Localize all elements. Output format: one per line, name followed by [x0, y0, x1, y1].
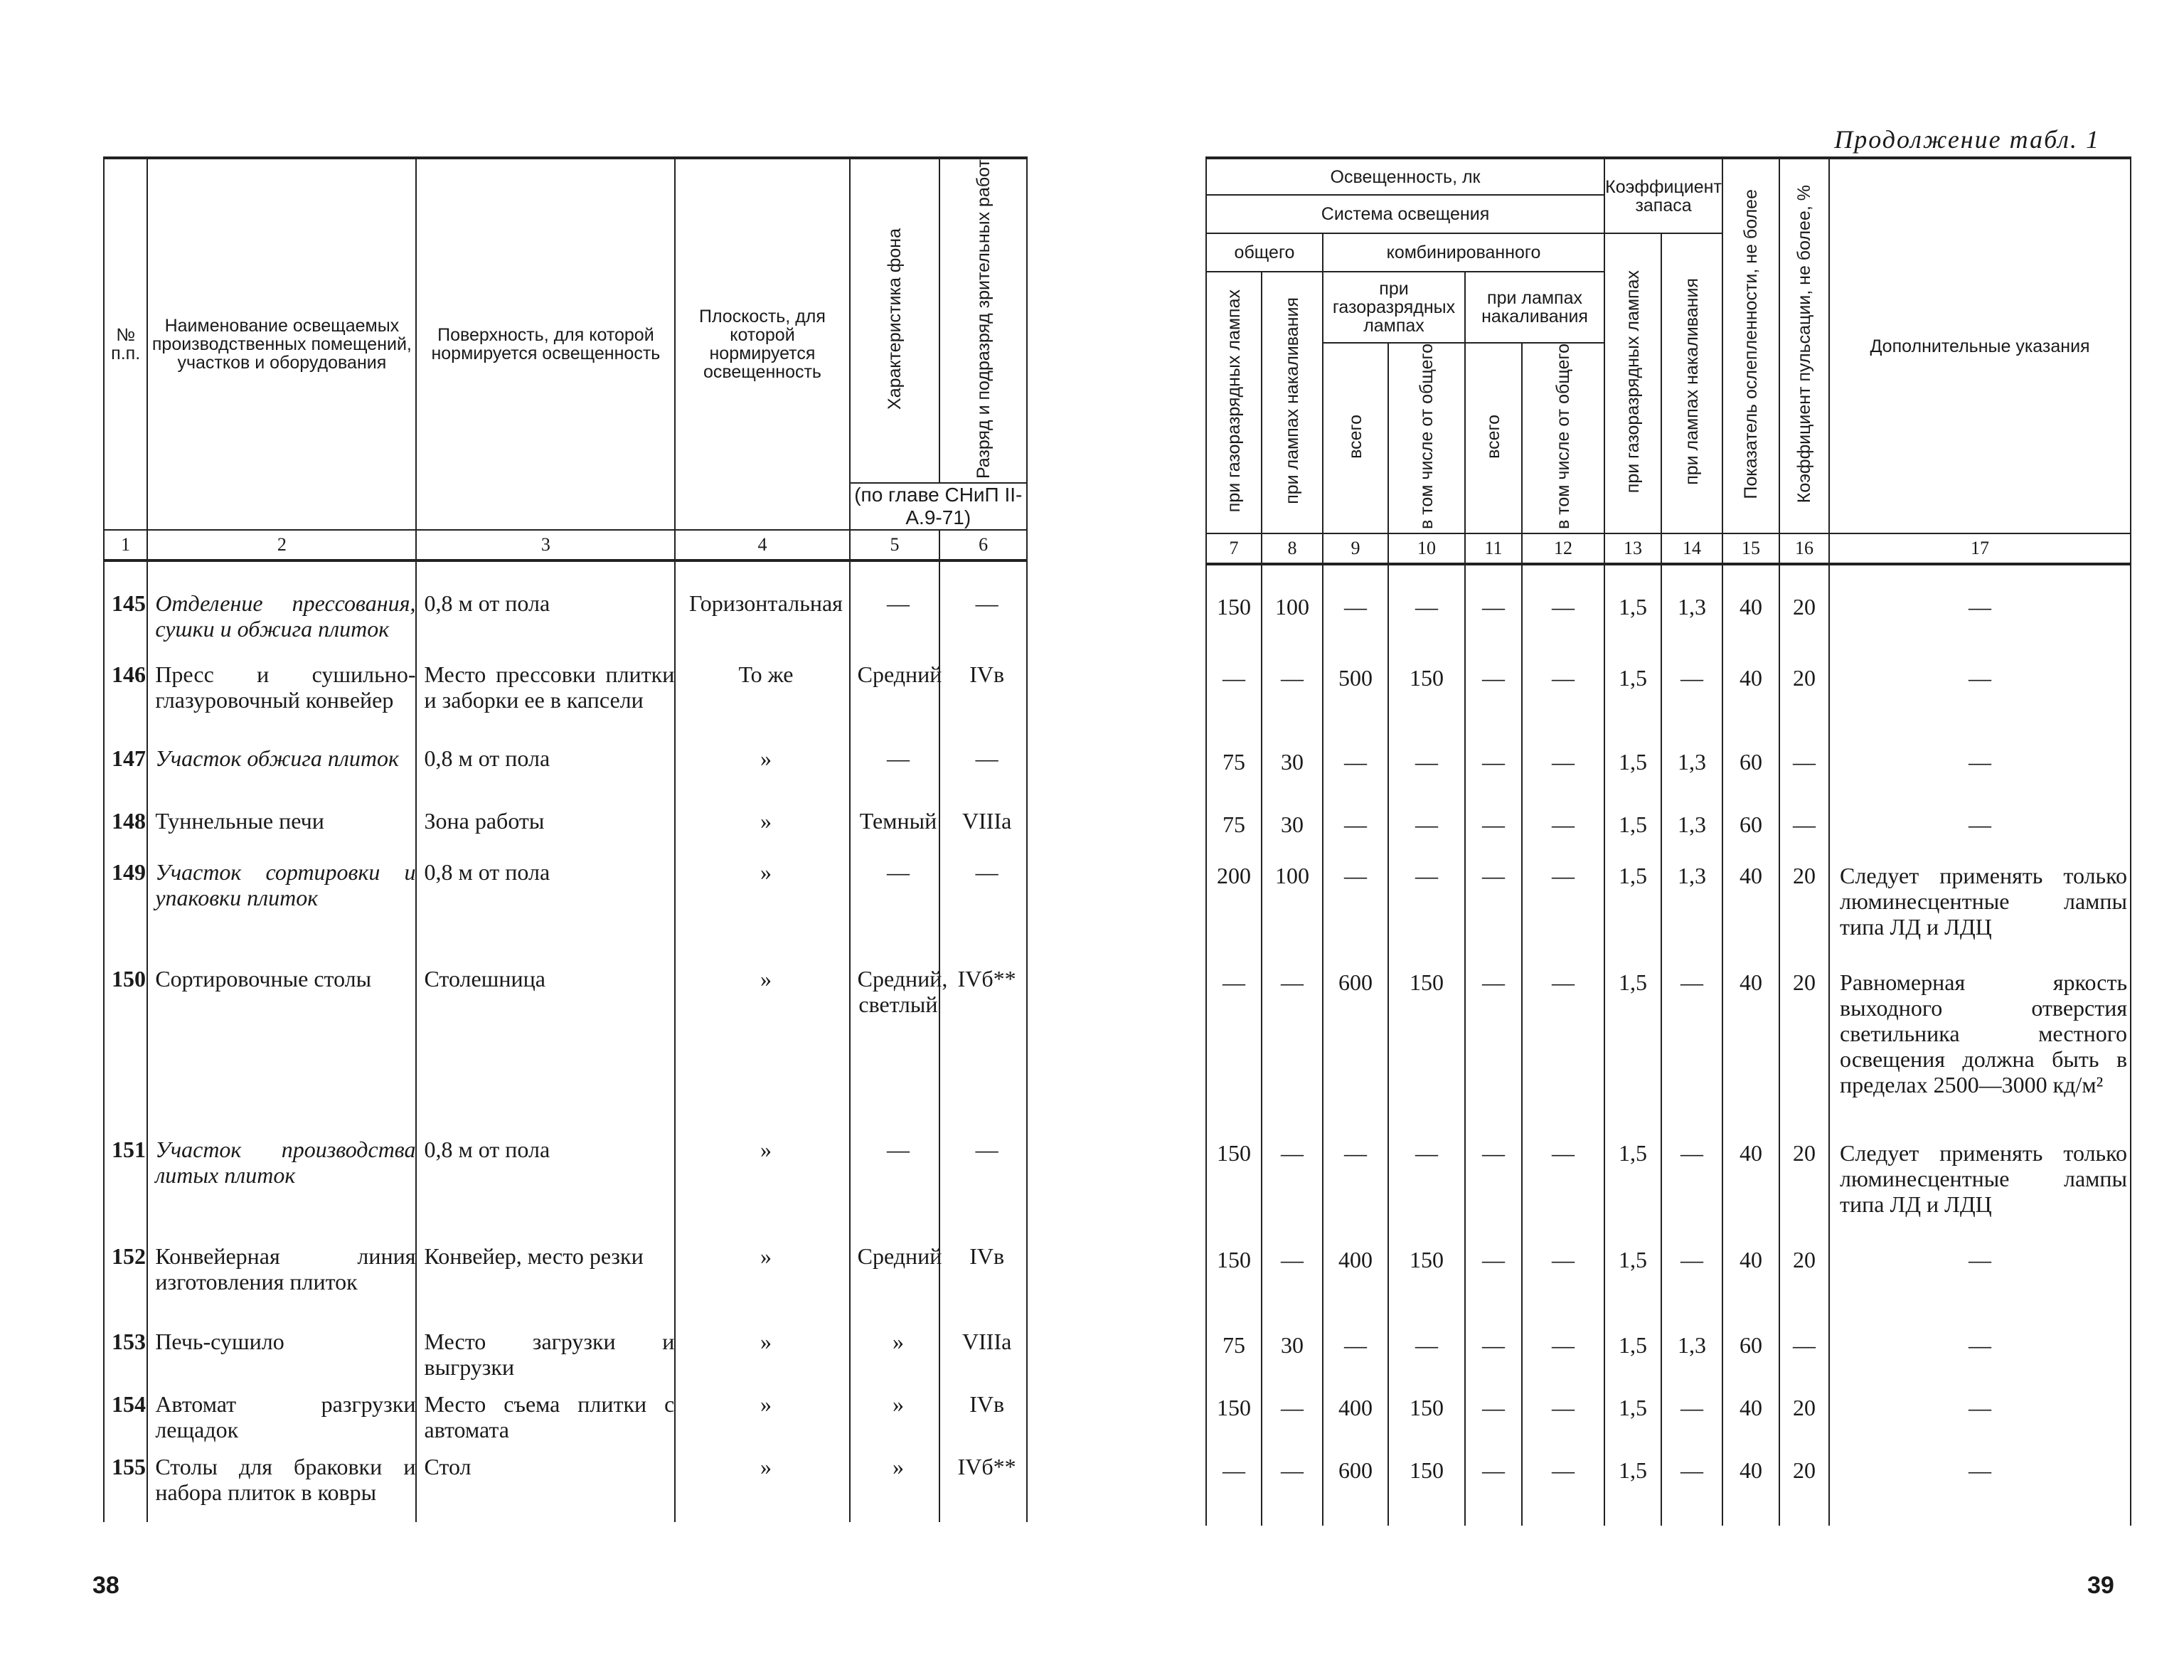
glare-index: 40: [1722, 959, 1779, 1130]
plane-cell: Горизонтальная: [675, 560, 849, 652]
discharge-total: 400: [1323, 1385, 1388, 1447]
table-row: [104, 1233, 1027, 1319]
general-discharge: 150: [1206, 1130, 1262, 1237]
plane-cell: »: [675, 1381, 849, 1444]
discharge-general: 150: [1388, 959, 1465, 1130]
background-cell: —: [850, 560, 940, 652]
category-cell: IVв: [939, 1381, 1027, 1444]
table-row: [104, 652, 1027, 735]
glare-index: 60: [1722, 1322, 1779, 1385]
col-number: 1: [104, 530, 147, 560]
header-incandescent-group: при лампах накаливания: [1465, 272, 1604, 343]
notes-cell: —: [1829, 1237, 2131, 1322]
discharge-general: —: [1388, 739, 1465, 802]
table-row: [1206, 853, 2131, 959]
category-cell: —: [939, 1127, 1027, 1233]
notes-cell: —: [1829, 564, 2131, 655]
reserve-incandescent: 1,3: [1661, 802, 1722, 853]
incandescent-general: —: [1522, 1385, 1604, 1447]
col-number: 11: [1465, 533, 1522, 564]
incandescent-general: —: [1522, 655, 1604, 739]
discharge-general: —: [1388, 1130, 1465, 1237]
general-discharge: —: [1206, 655, 1262, 739]
surface-cell: Стол: [416, 1444, 675, 1522]
table-row: [104, 956, 1027, 1127]
header-c12: в том числе от общего: [1553, 344, 1574, 529]
glare-index: 40: [1722, 1447, 1779, 1526]
surface-cell: Место съема плитки с автомата: [416, 1381, 675, 1444]
glare-index: 40: [1722, 1385, 1779, 1447]
table-row: [104, 1127, 1027, 1233]
plane-cell: »: [675, 1233, 849, 1319]
plane-cell: »: [675, 849, 849, 956]
header-plane: Плоскость, для которой нормируется освещенность: [675, 158, 849, 530]
general-incandescent: 100: [1262, 564, 1323, 655]
room-name: Столы для браковки и набора плиток в ковры: [147, 1444, 416, 1522]
background-cell: »: [850, 1444, 940, 1522]
col-number: 5: [850, 530, 940, 560]
general-incandescent: —: [1262, 1385, 1323, 1447]
general-discharge: 150: [1206, 564, 1262, 655]
column-number-row: [104, 530, 1027, 560]
table-row: [104, 560, 1027, 652]
discharge-total: —: [1323, 739, 1388, 802]
row-number: 154: [104, 1381, 147, 1444]
glare-index: 40: [1722, 564, 1779, 655]
incandescent-total: —: [1465, 959, 1522, 1130]
incandescent-total: —: [1465, 1322, 1522, 1385]
header-illuminance: Освещенность, лк: [1206, 158, 1604, 195]
incandescent-general: —: [1522, 739, 1604, 802]
reserve-incandescent: —: [1661, 1447, 1722, 1526]
incandescent-general: —: [1522, 959, 1604, 1130]
table-row: [1206, 1130, 2131, 1237]
surface-cell: Столешница: [416, 956, 675, 1127]
plane-cell: »: [675, 735, 849, 798]
discharge-general: 150: [1388, 1237, 1465, 1322]
room-name: Участок сортировки и упаковки плиток: [147, 849, 416, 956]
reserve-incandescent: 1,3: [1661, 1322, 1722, 1385]
table-row: [1206, 564, 2131, 655]
discharge-total: —: [1323, 802, 1388, 853]
discharge-general: —: [1388, 802, 1465, 853]
reserve-incandescent: 1,3: [1661, 564, 1722, 655]
header-reserve-factor: Коэффициент запаса: [1604, 158, 1722, 233]
background-cell: —: [850, 735, 940, 798]
header-combined: комбинированного: [1323, 233, 1604, 272]
norms-table-right: [1205, 156, 2131, 1526]
running-head: Продолжение табл. 1: [1834, 125, 2100, 154]
background-cell: Средний: [850, 1233, 940, 1319]
discharge-general: —: [1388, 853, 1465, 959]
discharge-total: 600: [1323, 1447, 1388, 1526]
general-incandescent: 100: [1262, 853, 1323, 959]
table-row: [104, 735, 1027, 798]
row-number: 147: [104, 735, 147, 798]
table-row: [104, 798, 1027, 849]
notes-cell: —: [1829, 802, 2131, 853]
discharge-total: 600: [1323, 959, 1388, 1130]
incandescent-total: —: [1465, 1385, 1522, 1447]
discharge-total: —: [1323, 1130, 1388, 1237]
general-incandescent: —: [1262, 1130, 1323, 1237]
header-c10: в том числе от общего: [1417, 344, 1437, 529]
header-lighting-system: Система освещения: [1206, 195, 1604, 233]
page-number-right: 39: [2087, 1572, 2114, 1599]
incandescent-general: —: [1522, 1130, 1604, 1237]
header-surface: Поверхность, для которой нормируется освещенность: [416, 158, 675, 530]
reserve-discharge: 1,5: [1604, 1237, 1661, 1322]
room-name: Конвейерная линия изготовления плиток: [147, 1233, 416, 1319]
discharge-total: —: [1323, 853, 1388, 959]
category-cell: IVв: [939, 1233, 1027, 1319]
background-cell: —: [850, 1127, 940, 1233]
col-number: 9: [1323, 533, 1388, 564]
category-cell: IVб**: [939, 1444, 1027, 1522]
header-discharge-group: при газоразрядных лампах: [1323, 272, 1465, 343]
pulsation: 20: [1779, 564, 1829, 655]
row-number: 153: [104, 1319, 147, 1381]
general-incandescent: —: [1262, 959, 1323, 1130]
reserve-incandescent: —: [1661, 1385, 1722, 1447]
row-number: 152: [104, 1233, 147, 1319]
room-name: Участок производства литых плиток: [147, 1127, 416, 1233]
room-name: Туннельные печи: [147, 798, 416, 849]
category-cell: VIIIа: [939, 1319, 1027, 1381]
general-discharge: 75: [1206, 739, 1262, 802]
header-row-number: № п.п.: [104, 158, 147, 530]
incandescent-total: —: [1465, 739, 1522, 802]
incandescent-total: —: [1465, 802, 1522, 853]
col-number: 3: [416, 530, 675, 560]
general-incandescent: 30: [1262, 802, 1323, 853]
reserve-incandescent: 1,3: [1661, 739, 1722, 802]
table-row: [104, 1381, 1027, 1444]
header-glare-index: Показатель ослепленности, не более: [1741, 189, 1762, 499]
surface-cell: 0,8 м от пола: [416, 560, 675, 652]
notes-cell: —: [1829, 1385, 2131, 1447]
plane-cell: »: [675, 798, 849, 849]
header-background: Характеристика фона: [884, 228, 905, 410]
surface-cell: 0,8 м от пола: [416, 849, 675, 956]
surface-cell: Конвейер, место резки: [416, 1233, 675, 1319]
incandescent-general: —: [1522, 1322, 1604, 1385]
row-number: 148: [104, 798, 147, 849]
category-cell: —: [939, 735, 1027, 798]
table-body-left: [104, 560, 1027, 1522]
reserve-discharge: 1,5: [1604, 853, 1661, 959]
room-name: Пресс и сушильно-глазуровочный конвейер: [147, 652, 416, 735]
plane-cell: То же: [675, 652, 849, 735]
category-cell: VIIIа: [939, 798, 1027, 849]
table-row: [1206, 1322, 2131, 1385]
reserve-discharge: 1,5: [1604, 802, 1661, 853]
reserve-incandescent: —: [1661, 655, 1722, 739]
table-row: [1206, 1447, 2131, 1526]
room-name: Печь-сушило: [147, 1319, 416, 1381]
table-row: [1206, 802, 2131, 853]
discharge-total: —: [1323, 1322, 1388, 1385]
header-notes: Дополнительные указания: [1829, 158, 2131, 533]
table-row: [104, 1319, 1027, 1381]
plane-cell: »: [675, 1444, 849, 1522]
general-incandescent: —: [1262, 1237, 1323, 1322]
pulsation: 20: [1779, 655, 1829, 739]
col-number: 2: [147, 530, 416, 560]
col-number: 16: [1779, 533, 1829, 564]
room-name: Участок обжига плиток: [147, 735, 416, 798]
incandescent-general: —: [1522, 853, 1604, 959]
discharge-total: 500: [1323, 655, 1388, 739]
discharge-general: —: [1388, 1322, 1465, 1385]
general-incandescent: 30: [1262, 1322, 1323, 1385]
col-number: 17: [1829, 533, 2131, 564]
header-c14: при лампах накаливания: [1682, 278, 1703, 485]
general-discharge: 200: [1206, 853, 1262, 959]
header-c9: всего: [1346, 414, 1365, 459]
general-incandescent: —: [1262, 655, 1323, 739]
incandescent-total: —: [1465, 1130, 1522, 1237]
general-discharge: —: [1206, 1447, 1262, 1526]
notes-cell: —: [1829, 655, 2131, 739]
glare-index: 40: [1722, 655, 1779, 739]
surface-cell: 0,8 м от пола: [416, 735, 675, 798]
discharge-general: 150: [1388, 1385, 1465, 1447]
background-cell: Средний, светлый: [850, 956, 940, 1127]
background-cell: Темный: [850, 798, 940, 849]
row-number: 155: [104, 1444, 147, 1522]
general-discharge: 150: [1206, 1385, 1262, 1447]
row-number: 151: [104, 1127, 147, 1233]
row-number: 145: [104, 560, 147, 652]
general-incandescent: —: [1262, 1447, 1323, 1526]
surface-cell: Место загрузки и выгрузки: [416, 1319, 675, 1381]
header-c7: при газоразрядных лампах: [1224, 289, 1244, 513]
incandescent-total: —: [1465, 1447, 1522, 1526]
col-number: 10: [1388, 533, 1465, 564]
reserve-discharge: 1,5: [1604, 564, 1661, 655]
table-row: [1206, 959, 2131, 1130]
page-number-left: 38: [92, 1572, 119, 1599]
table-row: [1206, 739, 2131, 802]
col-number: 14: [1661, 533, 1722, 564]
general-discharge: —: [1206, 959, 1262, 1130]
room-name: Автомат разгрузки лещадок: [147, 1381, 416, 1444]
background-cell: »: [850, 1319, 940, 1381]
header-pulsation: Коэффициент пульсации, не более, %: [1794, 185, 1815, 504]
reserve-incandescent: —: [1661, 1237, 1722, 1322]
incandescent-total: —: [1465, 564, 1522, 655]
col-number: 8: [1262, 533, 1323, 564]
plane-cell: »: [675, 1319, 849, 1381]
pulsation: —: [1779, 1322, 1829, 1385]
pulsation: —: [1779, 802, 1829, 853]
reserve-incandescent: —: [1661, 959, 1722, 1130]
category-cell: —: [939, 560, 1027, 652]
table-body-right: [1206, 564, 2131, 1526]
discharge-general: —: [1388, 564, 1465, 655]
room-name: Отделение прессования, сушки и обжига плиток: [147, 560, 416, 652]
reserve-discharge: 1,5: [1604, 1130, 1661, 1237]
notes-cell: Следует применять только люминесцентные лампы типа ЛД и ЛДЦ: [1829, 1130, 2131, 1237]
incandescent-total: —: [1465, 853, 1522, 959]
right-page: [1092, 0, 2184, 1680]
col-number: 15: [1722, 533, 1779, 564]
plane-cell: »: [675, 956, 849, 1127]
discharge-general: 150: [1388, 655, 1465, 739]
header-c13: при газоразрядных лампах: [1623, 270, 1644, 494]
discharge-total: —: [1323, 564, 1388, 655]
header-c11: всего: [1483, 414, 1503, 459]
reserve-discharge: 1,5: [1604, 1385, 1661, 1447]
pulsation: —: [1779, 739, 1829, 802]
col-number: 4: [675, 530, 849, 560]
glare-index: 40: [1722, 853, 1779, 959]
incandescent-total: —: [1465, 655, 1522, 739]
table-row: [1206, 1385, 2131, 1447]
surface-cell: Место прессовки плитки и заборки ее в капсели: [416, 652, 675, 735]
pulsation: 20: [1779, 959, 1829, 1130]
discharge-general: 150: [1388, 1447, 1465, 1526]
category-cell: —: [939, 849, 1027, 956]
glare-index: 40: [1722, 1237, 1779, 1322]
incandescent-general: —: [1522, 1237, 1604, 1322]
background-cell: Средний: [850, 652, 940, 735]
incandescent-total: —: [1465, 1237, 1522, 1322]
table-row: [1206, 1237, 2131, 1322]
notes-cell: —: [1829, 1322, 2131, 1385]
table-row: [1206, 655, 2131, 739]
notes-cell: —: [1829, 739, 2131, 802]
header-snip-reference: (по главе СНиП II-А.9-71): [850, 483, 1027, 530]
table-row: [104, 1444, 1027, 1522]
glare-index: 60: [1722, 802, 1779, 853]
notes-cell: Равномерная яркость выходного отверстия светильника местного освещения должна быть в пределах 2500—3000 кд/м²: [1829, 959, 2131, 1130]
pulsation: 20: [1779, 1385, 1829, 1447]
reserve-discharge: 1,5: [1604, 655, 1661, 739]
table-header-right: [1206, 158, 2131, 564]
norms-table-left: [103, 156, 1028, 1522]
room-name: Сортировочные столы: [147, 956, 416, 1127]
col-number: 12: [1522, 533, 1604, 564]
reserve-discharge: 1,5: [1604, 959, 1661, 1130]
notes-cell: —: [1829, 1447, 2131, 1526]
plane-cell: »: [675, 1127, 849, 1233]
general-discharge: 75: [1206, 802, 1262, 853]
incandescent-general: —: [1522, 1447, 1604, 1526]
col-number: 7: [1206, 533, 1262, 564]
discharge-total: 400: [1323, 1237, 1388, 1322]
row-number: 150: [104, 956, 147, 1127]
category-cell: IVб**: [939, 956, 1027, 1127]
reserve-discharge: 1,5: [1604, 1447, 1661, 1526]
pulsation: 20: [1779, 1447, 1829, 1526]
table-row: [104, 849, 1027, 956]
pulsation: 20: [1779, 853, 1829, 959]
column-number-row: [1206, 533, 2131, 564]
reserve-incandescent: —: [1661, 1130, 1722, 1237]
col-number: 13: [1604, 533, 1661, 564]
background-cell: —: [850, 849, 940, 956]
glare-index: 60: [1722, 739, 1779, 802]
row-number: 149: [104, 849, 147, 956]
col-number: 6: [939, 530, 1027, 560]
general-incandescent: 30: [1262, 739, 1323, 802]
header-category: Разряд и подразряд зрительных работ: [973, 159, 994, 479]
surface-cell: 0,8 м от пола: [416, 1127, 675, 1233]
pulsation: 20: [1779, 1237, 1829, 1322]
header-c8: при лампах накаливания: [1282, 297, 1302, 504]
pulsation: 20: [1779, 1130, 1829, 1237]
glare-index: 40: [1722, 1130, 1779, 1237]
general-discharge: 75: [1206, 1322, 1262, 1385]
incandescent-general: —: [1522, 564, 1604, 655]
category-cell: IVв: [939, 652, 1027, 735]
row-number: 146: [104, 652, 147, 735]
general-discharge: 150: [1206, 1237, 1262, 1322]
surface-cell: Зона работы: [416, 798, 675, 849]
reserve-discharge: 1,5: [1604, 739, 1661, 802]
header-general: общего: [1206, 233, 1323, 272]
reserve-incandescent: 1,3: [1661, 853, 1722, 959]
table-header-left: [104, 158, 1027, 560]
reserve-discharge: 1,5: [1604, 1322, 1661, 1385]
background-cell: »: [850, 1381, 940, 1444]
incandescent-general: —: [1522, 802, 1604, 853]
notes-cell: Следует применять только люминесцентные лампы типа ЛД и ЛДЦ: [1829, 853, 2131, 959]
header-room-name: Наименование освещаемых производственных помещений, участков и оборудования: [147, 158, 416, 530]
